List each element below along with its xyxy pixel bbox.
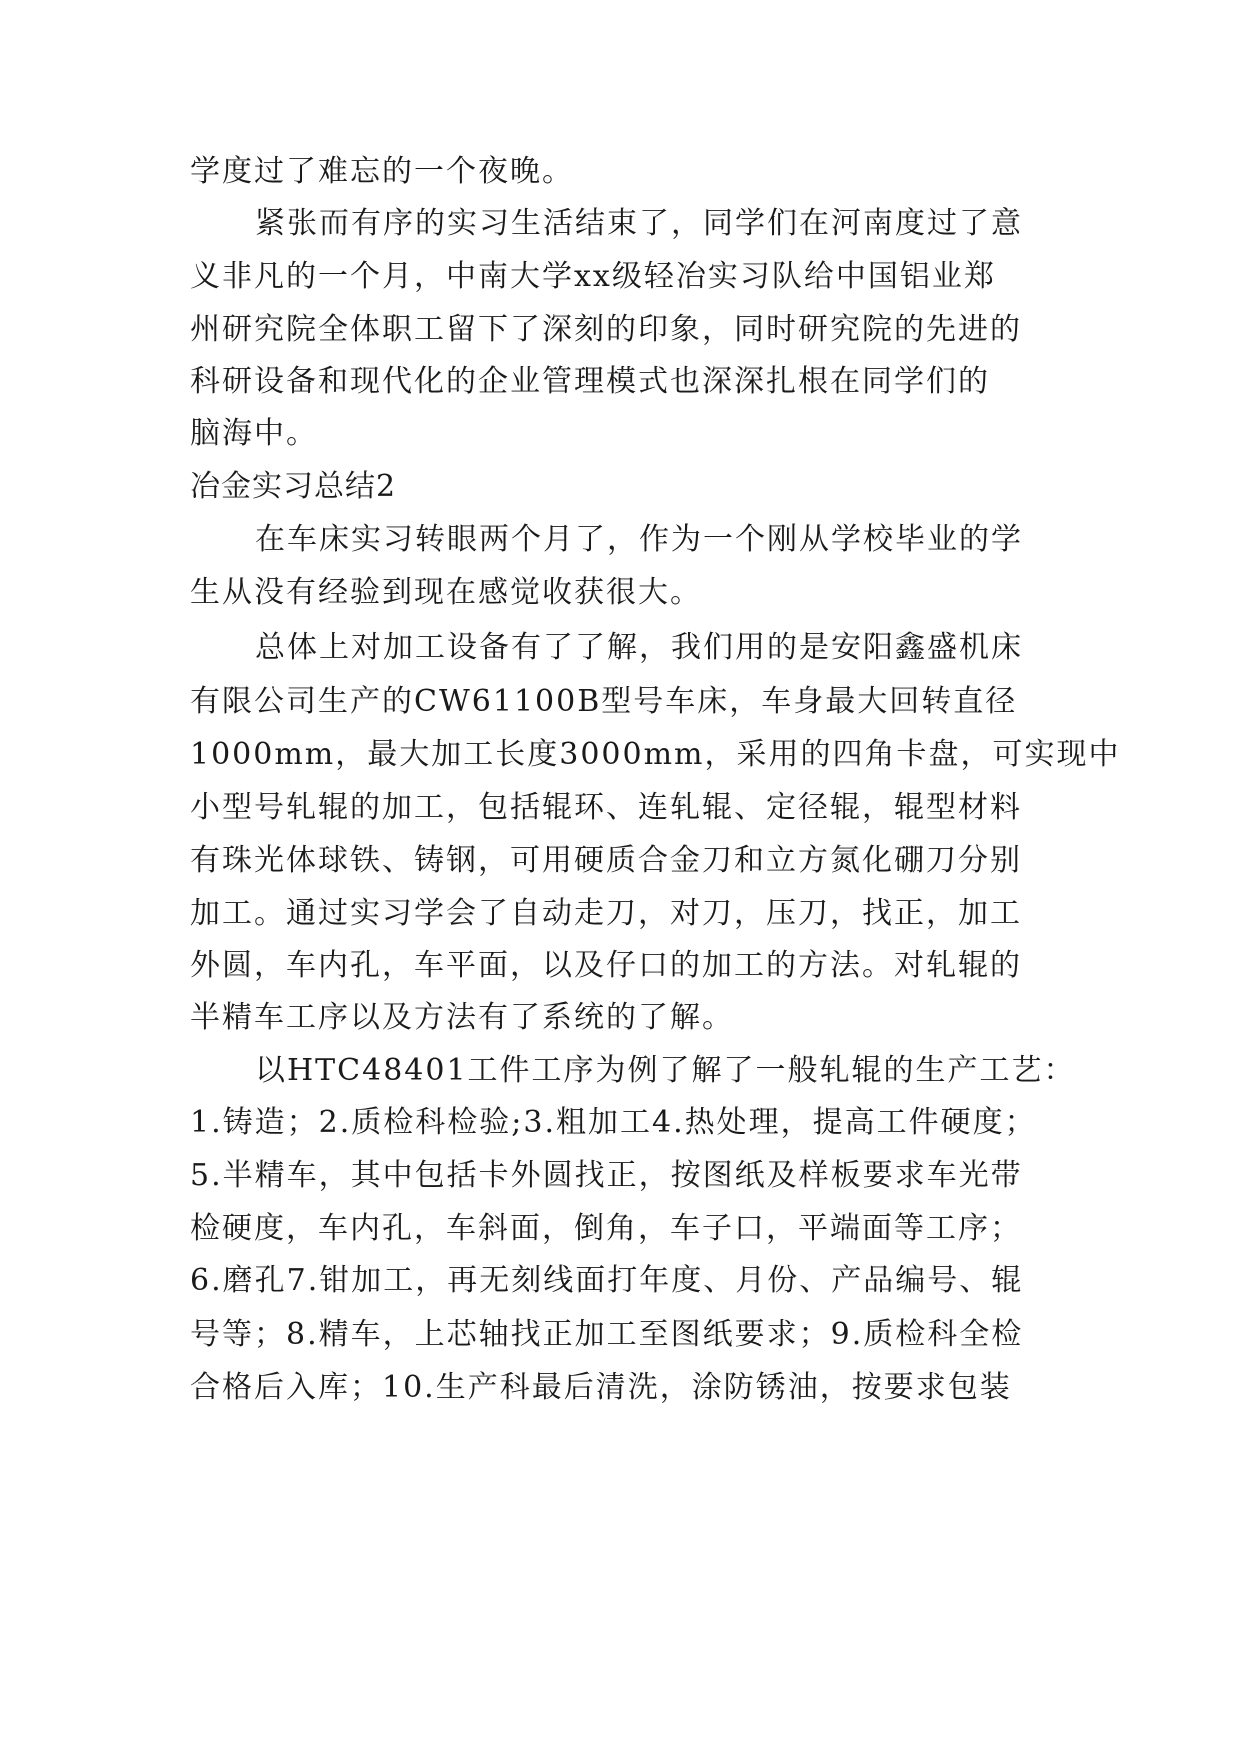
text-line: 号等；8.精车，上芯轴找正加工至图纸要求；9.质检科全检 <box>190 1317 1024 1352</box>
text-line: 有限公司生产的CW61100B型号车床，车身最大回转直径 <box>190 684 1018 719</box>
text-line: 生从没有经验到现在感觉收获很大。 <box>190 575 702 610</box>
text-line: 小型号轧辊的加工，包括辊环、连轧辊、定径辊，辊型材料 <box>190 790 1022 825</box>
text-line: 1.铸造；2.质检科检验;3.粗加工4.热处理，提高工件硬度； <box>190 1105 1037 1140</box>
text-line: 5.半精车，其中包括卡外圆找正，按图纸及样板要求车光带 <box>190 1158 1023 1193</box>
text-line: 以HTC48401工件工序为例了解了一般轧辊的生产工艺： <box>255 1053 1076 1088</box>
text-line: 总体上对加工设备有了了解，我们用的是安阳鑫盛机床 <box>255 630 1023 665</box>
text-line: 州研究院全体职工留下了深刻的印象，同时研究院的先进的 <box>190 312 1022 347</box>
section-heading: 冶金实习总结2 <box>190 469 397 504</box>
text-line: 加工。通过实习学会了自动走刀，对刀，压刀，找正，加工 <box>190 896 1022 931</box>
text-line: 科研设备和现代化的企业管理模式也深深扎根在同学们的 <box>190 364 990 399</box>
text-line: 检硬度，车内孔，车斜面，倒角，车子口，平端面等工序； <box>190 1211 1022 1246</box>
text-line: 脑海中。 <box>190 416 318 451</box>
text-line: 6.磨孔7.钳加工，再无刻线面打年度、月份、产品编号、辊 <box>190 1263 1024 1298</box>
text-line: 1000mm，最大加工长度3000mm，采用的四角卡盘，可实现中 <box>190 737 1121 772</box>
text-line: 义非凡的一个月，中南大学xx级轻冶实习队给中国铝业郑 <box>190 259 996 294</box>
text-line: 在车床实习转眼两个月了，作为一个刚从学校毕业的学 <box>255 522 1023 557</box>
text-line: 有珠光体球铁、铸钢，可用硬质合金刀和立方氮化硼刀分别 <box>190 843 1022 878</box>
text-line: 外圆，车内孔，车平面，以及仔口的加工的方法。对轧辊的 <box>190 948 1022 983</box>
text-line: 学度过了难忘的一个夜晚。 <box>190 154 574 189</box>
text-line: 紧张而有序的实习生活结束了，同学们在河南度过了意 <box>255 206 1023 241</box>
text-line: 半精车工序以及方法有了系统的了解。 <box>190 1000 734 1035</box>
text-line: 合格后入库；10.生产科最后清洗，涂防锈油，按要求包装 <box>190 1370 1012 1405</box>
